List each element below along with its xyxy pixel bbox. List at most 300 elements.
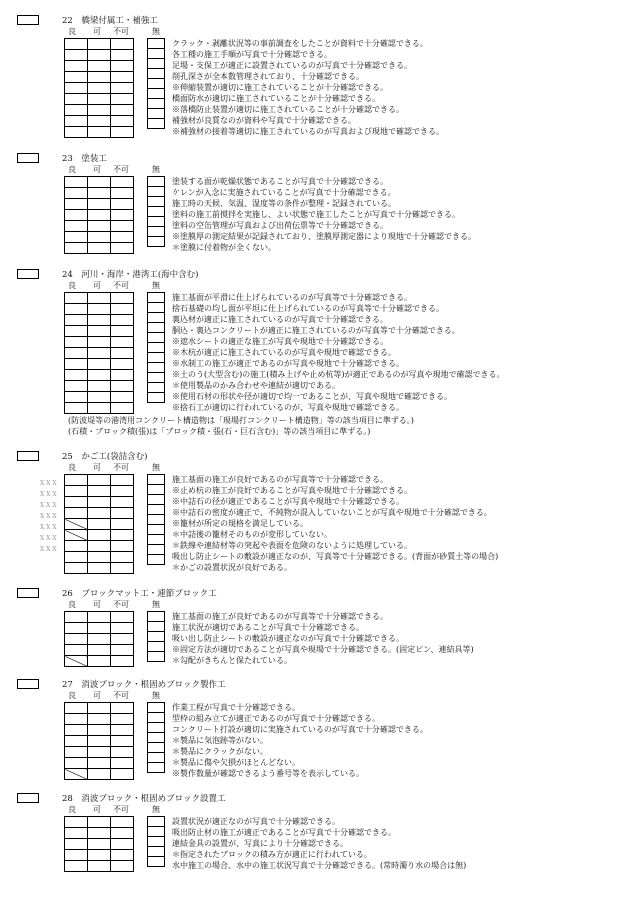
rating-cell[interactable] [88,337,111,348]
rating-cell[interactable] [88,326,111,337]
rating-cell[interactable] [88,304,111,315]
criteria-item: 施工基面の施工が良好であるのが写真等で十分確認できる。 [172,475,388,484]
criteria-item: ※籠材が所定の規格を満足している。 [172,519,308,528]
rating-cell[interactable] [111,177,134,188]
rating-cell[interactable] [65,61,88,72]
criteria-item: 裏込材が適正に施工されているのが写真で十分確認できる。 [172,315,388,324]
rating-cell[interactable] [65,243,88,254]
rating-cell[interactable] [111,116,134,127]
column-header-ka: 可 [93,281,101,290]
rating-row [65,370,134,381]
section-title: 22 橋梁付属工・補強工 [62,16,158,26]
rating-cell[interactable] [111,243,134,254]
na-cell[interactable] [147,118,165,129]
rating-cell[interactable] [88,293,111,304]
rating-row [65,94,134,105]
column-header-fuka: 不可 [113,463,129,472]
side-mark: X X X [40,546,57,553]
rating-cell[interactable] [88,839,111,850]
criteria-item: ＊製品に傷や欠損がほとんどない。 [172,758,300,767]
rating-cell[interactable] [65,817,88,828]
rating-cell[interactable] [111,508,134,519]
rating-cell[interactable] [65,475,88,486]
side-mark: X X X [40,491,57,498]
section-checkbox[interactable] [17,15,39,25]
rating-cell[interactable] [65,337,88,348]
rating-cell[interactable] [111,769,134,780]
rating-cell[interactable] [88,634,111,645]
rating-row [65,530,134,541]
criteria-item: ケレンが入念に実施されていることが写真で十分確認できる。 [172,188,396,197]
rating-row [65,177,134,188]
rating-cell[interactable] [65,623,88,634]
criteria-item: 施工基面が平滑に仕上げられているのが写真等で十分確認できる。 [172,293,412,302]
rating-cell[interactable] [65,725,88,736]
rating-cell[interactable] [88,623,111,634]
criteria-item: 橋面防水が適切に施工されていることが十分確認できる。 [172,94,380,103]
section-note: (防波堤等の港湾用コンクリート構造物は「現場打コンクリート構造物」等の該当項目に準ずる。) [68,416,414,425]
rating-cell[interactable] [111,475,134,486]
rating-cell[interactable] [111,293,134,304]
rating-cell[interactable] [88,475,111,486]
rating-cell[interactable] [88,563,111,574]
column-header-ryo: 良 [68,691,76,700]
rating-cell[interactable] [111,725,134,736]
side-mark: X X X [40,513,57,520]
rating-cell[interactable] [111,61,134,72]
rating-cell[interactable] [65,861,88,872]
rating-row [65,645,134,656]
rating-cell[interactable] [65,116,88,127]
rating-cell[interactable] [88,83,111,94]
rating-cell[interactable] [65,563,88,574]
rating-cell[interactable] [65,315,88,326]
rating-cell[interactable] [65,105,88,116]
rating-cell[interactable] [111,83,134,94]
rating-cell[interactable] [88,530,111,541]
rating-cell[interactable] [65,221,88,232]
criteria-item: 足場・支保工が適正に設置されているのが写真で十分確認できる。 [172,61,412,70]
column-header-fuka: 不可 [113,27,129,36]
rating-cell[interactable] [111,714,134,725]
rating-cell[interactable] [65,199,88,210]
rating-cell[interactable] [65,72,88,83]
rating-cell[interactable] [88,61,111,72]
rating-cell[interactable] [65,541,88,552]
rating-cell[interactable] [111,817,134,828]
criteria-item: ＊製品にクラックがない。 [172,747,268,756]
criteria-item: ※落橋防止装置が適切に施工されていることが十分確認できる。 [172,105,404,114]
rating-row [65,828,134,839]
rating-cell[interactable] [65,232,88,243]
column-header-mu: 無 [152,27,160,36]
criteria-item: 型枠の組み立てが適正であるのが写真で十分確認できる。 [172,714,380,723]
rating-cell[interactable] [88,50,111,61]
criteria-item: ※中詰石の径が適正であることが写真や現地で十分確認できる。 [172,497,404,506]
rating-cell[interactable] [65,403,88,414]
rating-cell[interactable] [88,736,111,747]
rating-cell[interactable] [88,861,111,872]
rating-cell[interactable] [65,486,88,497]
rating-cell[interactable] [88,127,111,138]
column-header-ka: 可 [93,691,101,700]
criteria-item: 吸出し防止シートの敷設が適正なのが、写真等で十分確認できる。(背面が砂質土等の場合) [172,552,499,561]
rating-cell[interactable] [111,747,134,758]
rating-cell[interactable] [111,656,134,667]
rating-cell[interactable] [111,497,134,508]
rating-cell[interactable] [111,370,134,381]
rating-cell[interactable] [88,612,111,623]
rating-grid [64,292,134,414]
rating-cell[interactable] [65,552,88,563]
criteria-item: ※水制工の施工が適正であるのが写真や現地で十分確認できる。 [172,359,404,368]
rating-row [65,519,134,530]
rating-cell[interactable] [111,828,134,839]
rating-cell[interactable] [88,497,111,508]
rating-cell[interactable] [65,703,88,714]
rating-cell[interactable] [65,188,88,199]
na-cell[interactable] [147,651,165,662]
rating-row [65,634,134,645]
rating-cell[interactable] [111,72,134,83]
section-title: 27 消波ブロック・根固めブロック製作工 [62,680,226,690]
rating-cell[interactable] [65,497,88,508]
na-cell[interactable] [147,554,165,565]
rating-cell[interactable] [111,188,134,199]
rating-row [65,850,134,861]
rating-row [65,188,134,199]
rating-cell[interactable] [111,232,134,243]
rating-cell[interactable] [111,736,134,747]
rating-cell[interactable] [65,50,88,61]
rating-cell[interactable] [111,105,134,116]
rating-cell[interactable] [65,714,88,725]
rating-row [65,127,134,138]
rating-cell[interactable] [65,359,88,370]
rating-cell[interactable] [88,243,111,254]
criteria-item: 塗装する面が乾燥状態であることが写真で十分確認できる。 [172,177,388,186]
na-column [147,176,165,247]
rating-row [65,736,134,747]
na-column [147,816,165,867]
rating-cell[interactable] [111,337,134,348]
rating-cell[interactable] [111,50,134,61]
rating-cell[interactable] [88,703,111,714]
rating-row [65,497,134,508]
column-header-ryo: 良 [68,165,76,174]
rating-cell[interactable] [65,656,88,667]
na-column [147,611,165,662]
rating-cell[interactable] [111,359,134,370]
section-checkbox[interactable] [17,153,39,163]
rating-row [65,769,134,780]
na-cell[interactable] [147,392,165,403]
rating-cell[interactable] [88,645,111,656]
rating-cell[interactable] [88,552,111,563]
rating-cell[interactable] [88,232,111,243]
rating-cell[interactable] [88,817,111,828]
section-checkbox[interactable] [17,793,39,803]
rating-row [65,656,134,667]
criteria-item: 連結金具の設置が、写真により十分確認できる。 [172,839,348,848]
section-title: 28 消波ブロック・根固めブロック設置工 [62,794,226,804]
rating-cell[interactable] [88,177,111,188]
criteria-item: 塗料の施工前撹拌を実施し、よい状態で施工したことが写真で十分確認できる。 [172,210,460,219]
criteria-list [172,292,504,413]
rating-cell[interactable] [111,392,134,403]
rating-cell[interactable] [65,177,88,188]
column-header-ryo: 良 [68,805,76,814]
rating-cell[interactable] [111,861,134,872]
rating-cell[interactable] [88,221,111,232]
section-title: 24 河川・海岸・港湾工(海中含む) [62,270,199,280]
rating-cell[interactable] [88,828,111,839]
na-cell[interactable] [147,762,165,773]
criteria-list [172,702,428,779]
section-title: 26 ブロックマット工・連節ブロック工 [62,589,217,599]
rating-row [65,725,134,736]
column-header-mu: 無 [152,600,160,609]
rating-cell[interactable] [65,304,88,315]
criteria-item: 胴込・裏込コンクリートが適正に施工されているのが写真等で十分確認できる。 [172,326,460,335]
rating-row [65,83,134,94]
rating-cell[interactable] [65,381,88,392]
rating-cell[interactable] [111,612,134,623]
section-checkbox[interactable] [17,451,39,461]
rating-cell[interactable] [65,747,88,758]
rating-row [65,326,134,337]
rating-cell[interactable] [111,623,134,634]
criteria-list [172,176,476,253]
rating-cell[interactable] [88,508,111,519]
rating-cell[interactable] [65,645,88,656]
rating-row [65,392,134,403]
rating-cell[interactable] [88,188,111,199]
rating-cell[interactable] [88,541,111,552]
section-checkbox[interactable] [17,269,39,279]
criteria-item: ＊鉄線や連結材等の突起や表面を危険のないように処理している。 [172,541,412,550]
rating-cell[interactable] [88,403,111,414]
criteria-item: ※木杭が適正に施工されているのが写真や現地で確認できる。 [172,348,396,357]
rating-row [65,50,134,61]
rating-cell[interactable] [111,348,134,359]
rating-cell[interactable] [88,725,111,736]
side-mark: X X X [40,524,57,531]
rating-row [65,839,134,850]
rating-cell[interactable] [111,530,134,541]
column-header-ryo: 良 [68,463,76,472]
rating-cell[interactable] [111,645,134,656]
side-mark: X X X [40,480,57,487]
rating-cell[interactable] [88,94,111,105]
rating-row [65,475,134,486]
rating-row [65,304,134,315]
rating-cell[interactable] [111,703,134,714]
rating-cell[interactable] [88,747,111,758]
rating-cell[interactable] [65,758,88,769]
criteria-item: 施工時の天候、気温、湿度等の条件が整理・記録されている。 [172,199,396,208]
rating-row [65,563,134,574]
rating-cell[interactable] [65,769,88,780]
rating-cell[interactable] [88,315,111,326]
rating-cell[interactable] [88,348,111,359]
section-checkbox[interactable] [17,588,39,598]
rating-row [65,486,134,497]
criteria-item: コンクリート打設が適切に実施されているのが写真で十分確認できる。 [172,725,428,734]
na-column [147,702,165,773]
rating-cell[interactable] [65,83,88,94]
rating-cell[interactable] [65,530,88,541]
criteria-item: 吸出防止材の施工が適正であることが写真で十分確認できる。 [172,828,396,837]
rating-cell[interactable] [65,210,88,221]
rating-cell[interactable] [88,359,111,370]
rating-row [65,39,134,50]
rating-row [65,508,134,519]
rating-cell[interactable] [65,370,88,381]
column-header-mu: 無 [152,463,160,472]
rating-cell[interactable] [88,392,111,403]
criteria-item: ※遮水シートの適正な施工が写真や現地で十分確認できる。 [172,337,388,346]
column-header-mu: 無 [152,805,160,814]
rating-cell[interactable] [111,839,134,850]
rating-row [65,221,134,232]
column-header-mu: 無 [152,281,160,290]
rating-cell[interactable] [88,39,111,50]
column-header-fuka: 不可 [113,805,129,814]
criteria-list [172,474,498,573]
rating-cell[interactable] [65,519,88,530]
rating-cell[interactable] [88,769,111,780]
criteria-item: ※塗膜厚の測定結果が記録されており、塗膜厚測定器により現地で十分確認できる。 [172,232,476,241]
criteria-item: ＊かごの設置状況が良好である。 [172,563,292,572]
rating-row [65,552,134,563]
rating-cell[interactable] [65,127,88,138]
criteria-item: ＊勾配がきちんと保たれている。 [172,656,292,665]
rating-cell[interactable] [111,127,134,138]
column-header-mu: 無 [152,165,160,174]
rating-cell[interactable] [65,293,88,304]
rating-cell[interactable] [111,758,134,769]
rating-cell[interactable] [111,541,134,552]
rating-cell[interactable] [88,381,111,392]
criteria-item: 施工状況が適切であることが写真で十分確認できる。 [172,623,364,632]
rating-cell[interactable] [88,105,111,116]
rating-cell[interactable] [111,39,134,50]
rating-cell[interactable] [65,39,88,50]
rating-cell[interactable] [65,839,88,850]
rating-row [65,747,134,758]
criteria-list [172,611,474,666]
rating-cell[interactable] [111,210,134,221]
rating-cell[interactable] [88,72,111,83]
rating-cell[interactable] [111,304,134,315]
criteria-item: クラック・剥離状況等の事前調査をしたことが資料で十分確認できる。 [172,39,428,48]
column-header-ka: 可 [93,27,101,36]
rating-cell[interactable] [111,326,134,337]
criteria-item: 捨石基礎の均し面が平坦に仕上げられているのが写真等で十分確認できる。 [172,304,444,313]
column-header-fuka: 不可 [113,691,129,700]
na-column [147,474,165,565]
rating-cell[interactable] [65,612,88,623]
rating-row [65,315,134,326]
rating-cell[interactable] [65,828,88,839]
rating-cell[interactable] [65,508,88,519]
rating-cell[interactable] [65,850,88,861]
rating-cell[interactable] [111,199,134,210]
rating-cell[interactable] [111,315,134,326]
criteria-list [172,816,466,871]
criteria-item: ※固定方法が適切であることが写真や現場で十分確認できる。(固定ピン、連結具等) [172,645,474,654]
na-cell[interactable] [147,856,165,867]
rating-cell[interactable] [88,758,111,769]
criteria-item: 設置状況が適正なのが写真で十分確認できる。 [172,817,340,826]
rating-cell[interactable] [88,116,111,127]
rating-cell[interactable] [88,486,111,497]
criteria-item: 各工種の施工手順が写真で十分確認できる。 [172,50,332,59]
rating-cell[interactable] [111,850,134,861]
rating-cell[interactable] [111,486,134,497]
criteria-item: ＊中詰後の籠材そのものが変形していない。 [172,530,332,539]
na-cell[interactable] [147,236,165,247]
column-header-fuka: 不可 [113,600,129,609]
rating-cell[interactable] [88,199,111,210]
na-column [147,292,165,403]
rating-cell[interactable] [65,326,88,337]
criteria-item: ※補強材の接着等適切に施工されているのが写真および現地で確認できる。 [172,127,444,136]
rating-cell[interactable] [111,519,134,530]
rating-row [65,381,134,392]
rating-cell[interactable] [65,392,88,403]
rating-grid [64,38,134,138]
criteria-item: ※使用石材の形状や径が適切で均一であることが、写真や現地で確認できる。 [172,392,452,401]
rating-cell[interactable] [88,850,111,861]
rating-cell[interactable] [111,221,134,232]
rating-cell[interactable] [65,736,88,747]
rating-cell[interactable] [65,94,88,105]
rating-cell[interactable] [88,370,111,381]
criteria-item: ※製作数量が確認できるよう番号等を表示している。 [172,769,364,778]
criteria-item: ※止め杭の施工が良好であることが写真や現地で十分確認できる。 [172,486,412,495]
rating-grid [64,474,134,574]
rating-row [65,403,134,414]
criteria-item: ＊使用製品のかみ合わせや連結が適切である。 [172,381,340,390]
rating-cell[interactable] [111,552,134,563]
rating-cell[interactable] [65,348,88,359]
criteria-item: 施工基面の施工が良好であるのが写真等で十分確認できる。 [172,612,388,621]
rating-cell[interactable] [88,656,111,667]
rating-cell[interactable] [111,634,134,645]
rating-cell[interactable] [111,563,134,574]
section-checkbox[interactable] [17,679,39,689]
criteria-item: 水中施工の場合、水中の施工状況写真で十分確認できる。(常時濁り水の場合は無) [172,861,467,870]
rating-row [65,817,134,828]
rating-cell[interactable] [88,714,111,725]
rating-cell[interactable] [88,210,111,221]
column-header-ka: 可 [93,463,101,472]
rating-row [65,758,134,769]
rating-cell[interactable] [111,381,134,392]
criteria-item: ※捨石工が適切に行われているのが、写真や現地で確認できる。 [172,403,404,412]
criteria-item: ＊指定されたブロックの積み方が適正に行われている。 [172,850,372,859]
rating-row [65,232,134,243]
criteria-item: 補強材が良質なのが資料や写真で十分確認できる。 [172,116,356,125]
side-marks [40,478,57,555]
rating-cell[interactable] [65,634,88,645]
rating-cell[interactable] [88,519,111,530]
rating-cell[interactable] [111,403,134,414]
criteria-item: 削孔深さが全本数管理されており、十分確認できる。 [172,72,364,81]
rating-cell[interactable] [111,94,134,105]
